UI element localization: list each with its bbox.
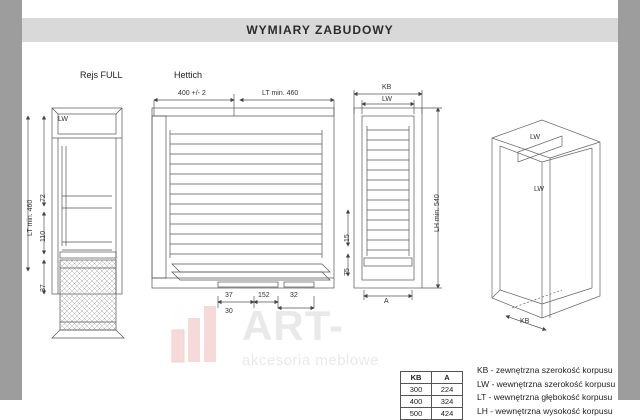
- dim-right-height: LH min. 540: [434, 194, 441, 232]
- legend-item-lt: LT - wewnętrzna głębokość korpusu: [477, 392, 613, 402]
- dim-right-kb: KB: [382, 84, 392, 91]
- dim-mid-30: 30: [225, 308, 233, 315]
- dim-iso-lw2: LW: [534, 186, 544, 193]
- dim-mid-top: 400 +/- 2: [178, 90, 206, 97]
- middle-view-caption: Hettich: [174, 70, 203, 80]
- dim-iso-kb: KB: [520, 318, 530, 325]
- table-cell-kb: 500: [401, 408, 432, 420]
- dimension-table: [400, 371, 463, 420]
- legend-item-lh: LH - wewnętrzna wysokość korpusu: [477, 405, 613, 416]
- dim-left-72: 72: [40, 194, 47, 202]
- dim-mid-37: 37: [225, 292, 233, 299]
- drawing-lines: [22, 46, 618, 386]
- dim-mid-top2: LT min. 460: [262, 90, 299, 97]
- legend-item-lw: LW - wewnętrzna szerokość korpusu: [477, 378, 616, 389]
- table-header-a: A: [432, 372, 463, 384]
- left-view-caption: Rejs FULL: [80, 70, 123, 80]
- dim-mid-32: 32: [290, 292, 298, 299]
- watermark-brand: ART-: [242, 302, 344, 349]
- left-rail: [0, 0, 22, 400]
- table-cell-a: 324: [432, 396, 463, 408]
- dim-left-height: LT min. 460: [27, 199, 34, 236]
- legend: [477, 364, 615, 418]
- dim-right-15: 15: [344, 234, 351, 242]
- table-cell-a: 224: [432, 384, 463, 396]
- table-header-kb: KB: [401, 372, 432, 384]
- table-cell-kb: 400: [401, 396, 432, 408]
- dim-left-37: 37: [40, 284, 47, 292]
- table-row: [401, 384, 463, 396]
- right-rail: [618, 0, 640, 400]
- title-bar: [22, 18, 618, 42]
- table-row: [401, 396, 463, 408]
- technical-drawing: [22, 46, 618, 418]
- dim-left-lw: LW: [58, 116, 68, 123]
- dim-right-a: A: [384, 298, 389, 305]
- dim-left-110: 110: [40, 230, 47, 242]
- dim-right-75: 75: [344, 268, 351, 276]
- watermark-subtitle: akcesoria meblowe: [242, 352, 379, 369]
- page-title: WYMIARY ZABUDOWY: [246, 23, 394, 37]
- legend-item-kb: KB - zewnętrzna szerokość korpusu: [477, 365, 613, 375]
- dim-mid-152: 152: [258, 292, 270, 299]
- table-cell-a: 424: [432, 408, 463, 420]
- dim-right-lw: LW: [382, 96, 392, 103]
- table-cell-kb: 300: [401, 384, 432, 396]
- table-header-row: [401, 372, 463, 384]
- table-row: [401, 408, 463, 420]
- dim-iso-lw: LW: [530, 134, 540, 141]
